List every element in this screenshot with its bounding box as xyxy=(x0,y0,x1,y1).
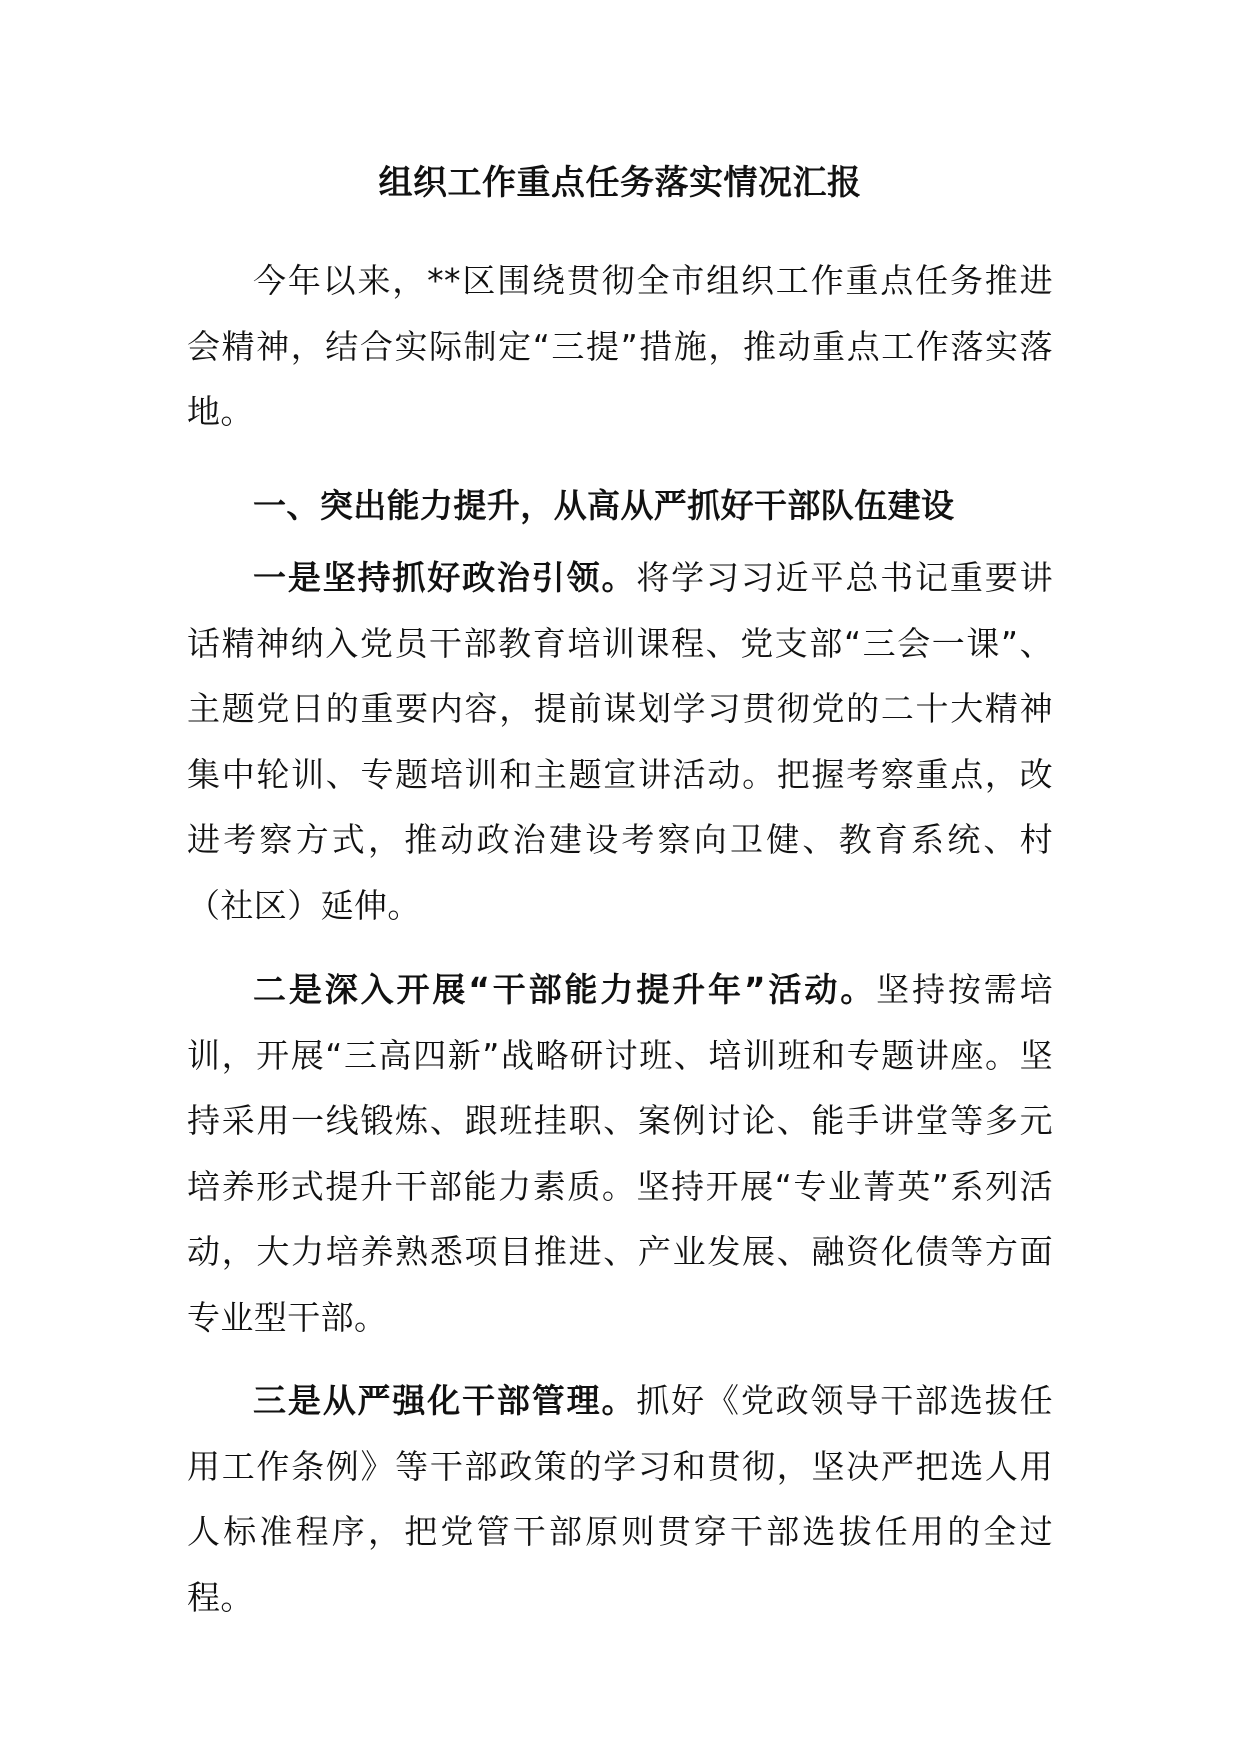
item-text-3: 抓好《党政领导干部选拔任用工作条例》等干部政策的学习和贯彻，坚决严把选人用人标准程序，把党管干部原则贯穿干部选拔任用的全过程。 xyxy=(187,1381,1053,1617)
item-lead-1: 一是坚持抓好政治引领。 xyxy=(253,558,637,597)
item-paragraph-1 xyxy=(187,545,1053,938)
intro-paragraph: 今年以来，**区围绕贯彻全市组织工作重点任务推进会精神，结合实际制定“三提”措施，推动重点工作落实落地。 xyxy=(187,261,1053,431)
item-lead-3: 三是从严强化干部管理。 xyxy=(253,1381,637,1420)
section-heading: 一、突出能力提升，从高从严抓好干部队伍建设 xyxy=(253,486,955,525)
document-title: 组织工作重点任务落实情况汇报 xyxy=(378,163,862,203)
item-text-1: 将学习习近平总书记重要讲话精神纳入党员干部教育培训课程、党支部“三会一课”、主题党日的重要内容，提前谋划学习贯彻党的二十大精神集中轮训、专题培训和主题宣讲活动。把握考察重点，改进考察方式，推动政治建设考察向卫健、教育系统、村（社区）延伸。 xyxy=(187,558,1053,925)
item-paragraph-2 xyxy=(187,957,1053,1350)
item-text-2: 坚持按需培训，开展“三高四新”战略研讨班、培训班和专题讲座。坚持采用一线锻炼、跟班挂职、案例讨论、能手讲堂等多元培养形式提升干部能力素质。坚持开展“专业菁英”系列活动，大力培养熟悉项目推进、产业发展、融资化债等方面专业型干部。 xyxy=(187,970,1054,1337)
item-paragraph-3 xyxy=(187,1368,1053,1630)
item-lead-2: 二是深入开展“干部能力提升年”活动。 xyxy=(253,970,877,1009)
